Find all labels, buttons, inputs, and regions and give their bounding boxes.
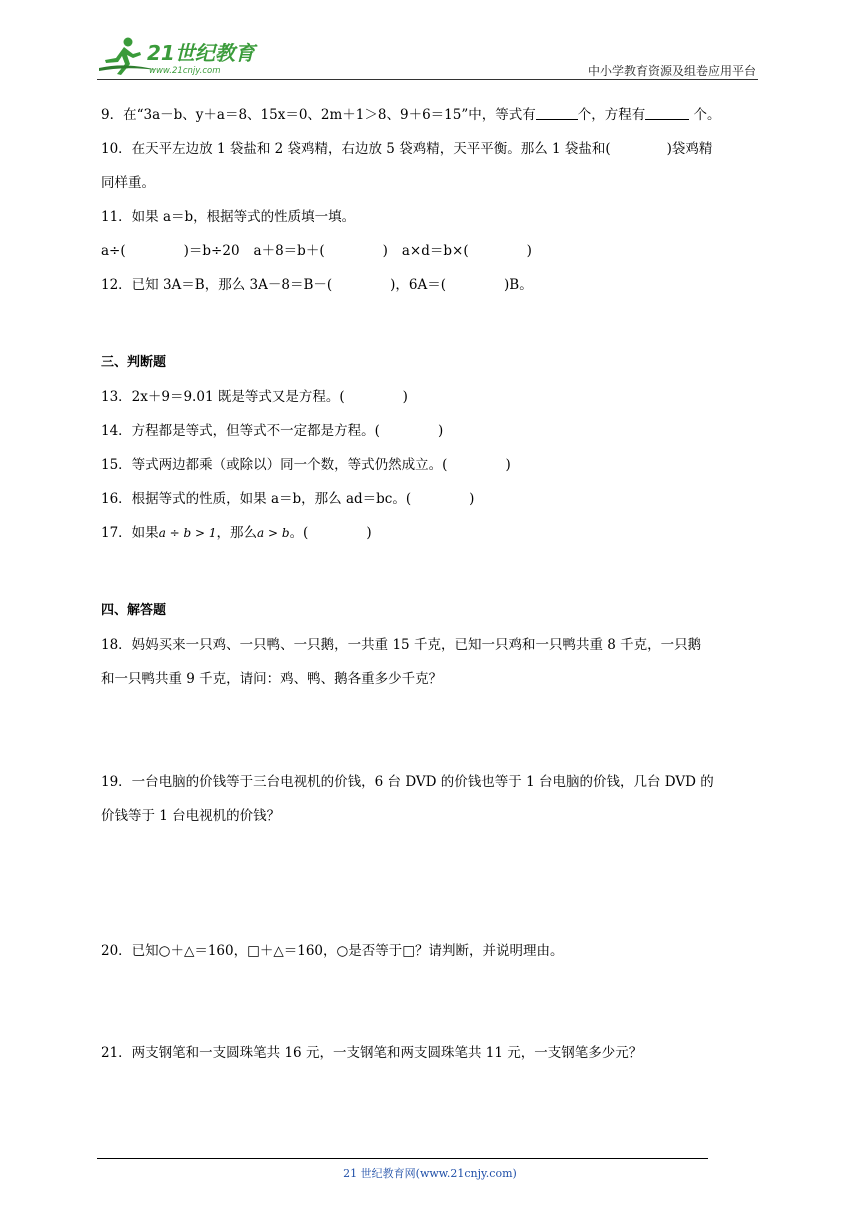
- question-15-end: ): [505, 457, 511, 473]
- math-expression: a > b: [257, 526, 290, 540]
- logo: [97, 34, 267, 76]
- question-12: [101, 276, 533, 294]
- question-10-line-2: 同样重。: [101, 175, 155, 191]
- question-10-text-2: )袋鸡精: [666, 141, 713, 157]
- q11-part-2-end: ): [382, 243, 388, 259]
- question-11: 11．如果 a＝b，根据等式的性质填一填。: [101, 209, 356, 225]
- header-divider: [97, 79, 758, 80]
- q11-part-3-end: ): [526, 243, 532, 259]
- question-21: 21．两支钢笔和一支圆珠笔共 16 元，一支钢笔和两支圆珠笔共 11 元，一支钢笔多少元？: [101, 1045, 643, 1061]
- question-9-text-3: 个。: [693, 107, 721, 123]
- math-expression: a ÷ b > 1: [158, 526, 217, 540]
- question-9: [101, 106, 721, 124]
- question-16-end: ): [469, 491, 475, 507]
- question-9-text-2: 个，方程有: [577, 107, 646, 123]
- logo-url: www.21cnjy.com: [149, 66, 221, 76]
- question-19: 19．一台电脑的价钱等于三台电视机的价钱，6 台 DVD 的价钱也等于 1 台电脑的价钱，几台 DVD 的: [101, 774, 714, 790]
- q11-part-2: a＋8＝b＋(: [253, 243, 325, 259]
- question-20: 20．已知○＋△＝160，□＋△＝160，○是否等于□？请判断，并说明理由。: [101, 943, 564, 959]
- footer-text: 21 世纪教育网(www.21cnjy.com): [343, 1167, 517, 1180]
- question-12-text-3: )B。: [504, 277, 533, 293]
- q11-part-1-end: )＝b÷20: [183, 243, 240, 259]
- site-name: 中小学教育资源及组卷应用平台: [587, 64, 756, 78]
- q11-part-1: a÷(: [101, 243, 126, 259]
- section-title-solve: 四、解答题: [101, 603, 167, 618]
- question-15: [101, 456, 511, 474]
- q11-part-3: a×d＝b×(: [401, 243, 469, 259]
- question-9-text: 9．在“3a－b、y＋a＝8、15x＝0、2m＋1＞8、9＋6＝15”中，等式有: [101, 107, 536, 123]
- question-13-end: ): [402, 389, 408, 405]
- question-19-line-2: 价钱等于 1 台电视机的价钱？: [101, 808, 281, 824]
- question-15-text: 15．等式两边都乘（或除以）同一个数，等式仍然成立。(: [101, 457, 448, 473]
- question-10: [101, 140, 712, 158]
- footer-divider: [97, 1158, 708, 1159]
- answer-blank[interactable]: [645, 107, 689, 120]
- question-18: 18．妈妈买来一只鸡、一只鸭、一只鹅，一共重 15 千克，已知一只鸡和一只鸭共重 8 千克，一只鹅: [101, 637, 702, 653]
- question-14: [101, 422, 443, 440]
- question-12-text: 12．已知 3A＝B，那么 3A－8＝B－(: [101, 277, 333, 293]
- question-11-parts: [101, 242, 532, 260]
- question-17-text-2: ，那么: [216, 525, 258, 541]
- question-17-text-3: 。(: [289, 525, 309, 541]
- question-13-text: 13．2x＋9＝9.01 既是等式又是方程。(: [101, 389, 345, 405]
- question-12-text-2: )，6A＝(: [390, 277, 447, 293]
- question-16-text: 16．根据等式的性质，如果 a＝b，那么 ad＝bc。(: [101, 491, 412, 507]
- page-header: [97, 30, 758, 80]
- question-17: [101, 524, 372, 542]
- question-16: [101, 490, 474, 508]
- logo-text: 21世纪教育: [147, 41, 255, 65]
- question-14-end: ): [437, 423, 444, 439]
- question-18-line-2: 和一只鸭共重 9 千克，请问：鸡、鸭、鹅各重多少千克？: [101, 671, 443, 687]
- question-13: [101, 388, 408, 406]
- question-17-text: 17．如果: [101, 525, 159, 541]
- answer-blank[interactable]: [536, 107, 578, 120]
- question-17-end: ): [366, 525, 372, 541]
- question-14-text: 14．方程都是等式，但等式不一定都是方程。(: [101, 423, 380, 439]
- question-10-text: 10．在天平左边放 1 袋盐和 2 袋鸡精，右边放 5 袋鸡精，天平平衡。那么 1 袋盐和(: [101, 141, 611, 157]
- section-title-judgment: 三、判断题: [101, 355, 167, 370]
